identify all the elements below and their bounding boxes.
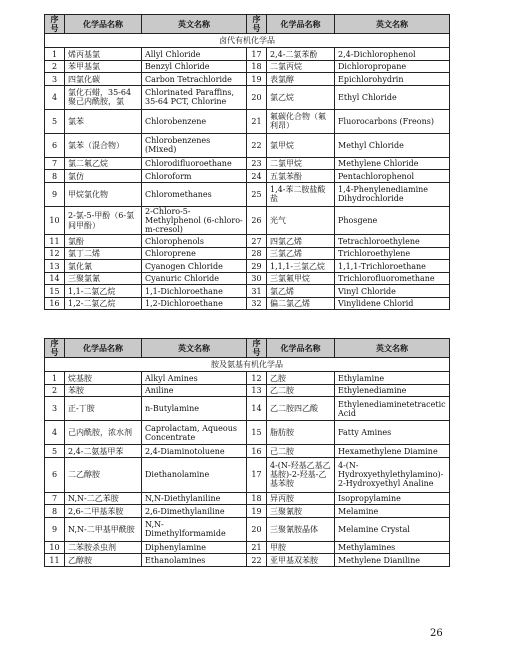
section-title: 胺及氨基有机化学品	[45, 358, 450, 372]
chemical-name-zh: 2,4-二氨基甲苯	[65, 445, 142, 458]
chemical-name-zh: 五氯苯酚	[267, 170, 335, 183]
chemical-name-en: Fluorocarbons (Freons)	[335, 109, 450, 133]
chemical-name-en: Ethyl Chloride	[335, 85, 450, 109]
row-index: 13	[247, 384, 267, 397]
chemical-name-zh: 己内酰胺，浓水剂	[65, 421, 142, 445]
chemical-name-en: Methylene Chloride	[335, 157, 450, 170]
row-index: 15	[45, 285, 65, 298]
chemical-name-zh: 氯二氟乙烷	[65, 157, 142, 170]
chemical-name-en: 1,1-Dichloroethane	[142, 285, 247, 298]
table-row	[45, 48, 450, 61]
table-row	[45, 505, 450, 518]
chemical-name-zh: 四氯乙烯	[267, 235, 335, 248]
page-number: 26	[430, 628, 443, 639]
chemical-name-zh: 三聚氰胺	[267, 505, 335, 518]
row-index: 22	[247, 133, 267, 157]
table-row	[45, 541, 450, 554]
chemical-name-zh: N,N-二甲基甲酰胺	[65, 517, 142, 541]
chemical-name-en: Phosgene	[335, 206, 450, 235]
chemical-name-en: Chlorobenzenes (Mixed)	[142, 133, 247, 157]
row-index: 5	[45, 109, 65, 133]
chemical-name-zh: 氯甲烷	[267, 133, 335, 157]
chemical-name-en: Caprolactam, Aqueous Concentrate	[142, 421, 247, 445]
table-header-row	[45, 339, 450, 358]
row-index: 4	[45, 85, 65, 109]
chemical-name-en: Chloromethanes	[142, 182, 247, 206]
row-index: 2	[45, 384, 65, 397]
section-title: 卤代有机化学品	[45, 34, 450, 48]
chemical-name-en: Alkyl Amines	[142, 372, 247, 385]
row-index: 28	[247, 247, 267, 260]
header-english-name: 英文名称	[142, 15, 247, 34]
row-index: 14	[247, 397, 267, 421]
chemical-name-en: 1,2-Dichloroethane	[142, 297, 247, 310]
chemical-name-zh: 甲烷氯化物	[65, 182, 142, 206]
row-index: 3	[45, 73, 65, 86]
chemical-name-zh: 四氯化碳	[65, 73, 142, 86]
chemical-name-en: Fatty Amines	[335, 421, 450, 445]
chemical-name-en: N,N-Dimethylformamide	[142, 517, 247, 541]
table-row	[45, 445, 450, 458]
chemical-name-en: Melamine	[335, 505, 450, 518]
header-chinese-name: 化学品名称	[267, 15, 335, 34]
chemical-name-zh: 乙醇胺	[65, 554, 142, 567]
chemical-name-zh: 三聚氯氰	[65, 272, 142, 285]
table-row	[45, 206, 450, 235]
chemical-name-zh: 乙二胺	[267, 384, 335, 397]
table-row	[45, 554, 450, 567]
chemical-name-zh: 1,4-苯二胺盐酸盐	[267, 182, 335, 206]
row-index: 9	[45, 517, 65, 541]
table-row	[45, 260, 450, 273]
chemical-name-zh: 甲胺	[267, 541, 335, 554]
row-index: 22	[247, 554, 267, 567]
chemical-name-zh: 乙二胺四乙酸	[267, 397, 335, 421]
chemical-name-en: Methyl Chloride	[335, 133, 450, 157]
header-english-name: 英文名称	[335, 15, 450, 34]
chemical-name-zh: 1,2-二氯乙烷	[65, 297, 142, 310]
chemical-name-zh: 苯胺	[65, 384, 142, 397]
row-index: 21	[247, 109, 267, 133]
chemical-name-en: Ethylamine	[335, 372, 450, 385]
chemical-name-en: Chloroform	[142, 170, 247, 183]
row-index: 29	[247, 260, 267, 273]
row-index: 8	[45, 170, 65, 183]
chemical-name-zh: 己二胺	[267, 445, 335, 458]
chemical-name-zh: 表氯醇	[267, 73, 335, 86]
chemical-name-en: Isopropylamine	[335, 492, 450, 505]
row-index: 2	[45, 60, 65, 73]
table-row	[45, 457, 450, 492]
row-index: 5	[45, 445, 65, 458]
header-english-name: 英文名称	[142, 339, 247, 358]
chemical-name-zh: N,N-二乙苯胺	[65, 492, 142, 505]
table-row	[45, 384, 450, 397]
chemical-name-en: Allyl Chloride	[142, 48, 247, 61]
table-row	[45, 247, 450, 260]
row-index: 3	[45, 397, 65, 421]
table-row	[45, 73, 450, 86]
table-header-row	[45, 15, 450, 34]
chemical-name-zh: 正-丁胺	[65, 397, 142, 421]
row-index: 17	[247, 48, 267, 61]
table-row	[45, 85, 450, 109]
row-index: 20	[247, 85, 267, 109]
table-row	[45, 372, 450, 385]
chemical-name-zh: 二苯胺杀虫剂	[65, 541, 142, 554]
chemical-name-zh: 氯乙烷	[267, 85, 335, 109]
header-index: 序号	[45, 339, 65, 358]
header-chinese-name: 化学品名称	[65, 15, 142, 34]
row-index: 16	[247, 445, 267, 458]
row-index: 19	[247, 505, 267, 518]
chemical-name-zh: 氟碳化合物（氟利昂）	[267, 109, 335, 133]
chemical-name-en: 1,4-Phenylenediamine Dihydrochloride	[335, 182, 450, 206]
row-index: 7	[45, 157, 65, 170]
row-index: 19	[247, 73, 267, 86]
chemical-name-zh: 异丙胺	[267, 492, 335, 505]
row-index: 9	[45, 182, 65, 206]
header-chinese-name: 化学品名称	[267, 339, 335, 358]
chemical-name-en: Chloroprene	[142, 247, 247, 260]
chemical-name-en: Ethylenediaminetetracetic Acid	[335, 397, 450, 421]
chemical-name-en: Dichloropropane	[335, 60, 450, 73]
header-chinese-name: 化学品名称	[65, 339, 142, 358]
chemical-name-zh: 光气	[267, 206, 335, 235]
row-index: 14	[45, 272, 65, 285]
row-index: 11	[45, 235, 65, 248]
section-row	[45, 34, 450, 48]
table-row	[45, 60, 450, 73]
chemical-name-en: Hexamethylene Diamine	[335, 445, 450, 458]
chemical-name-zh: 1,1,1-三氯乙烷	[267, 260, 335, 273]
chemical-name-en: Trichloroethylene	[335, 247, 450, 260]
row-index: 32	[247, 297, 267, 310]
table-row	[45, 170, 450, 183]
row-index: 6	[45, 457, 65, 492]
chemical-name-en: N,N-Diethylaniline	[142, 492, 247, 505]
chemical-name-zh: 脂肪胺	[267, 421, 335, 445]
row-index: 13	[45, 260, 65, 273]
row-index: 18	[247, 60, 267, 73]
chemical-name-en: Cyanuric Chloride	[142, 272, 247, 285]
table-row	[45, 272, 450, 285]
row-index: 23	[247, 157, 267, 170]
chemical-name-en: Diphenylamine	[142, 541, 247, 554]
halogenated-chemicals-table	[44, 14, 450, 310]
chemical-name-en: Cyanogen Chloride	[142, 260, 247, 273]
chemical-name-zh: 三氯氟甲烷	[267, 272, 335, 285]
row-index: 7	[45, 492, 65, 505]
row-index: 8	[45, 505, 65, 518]
table-row	[45, 157, 450, 170]
chemical-name-zh: 烯丙基氯	[65, 48, 142, 61]
row-index: 18	[247, 492, 267, 505]
table-row	[45, 182, 450, 206]
amine-chemicals-table	[44, 338, 450, 567]
chemical-name-zh: 氯酚	[65, 235, 142, 248]
row-index: 16	[45, 297, 65, 310]
table-row	[45, 397, 450, 421]
chemical-name-en: Chlorinated Paraffins, 35-64 PCT, Chlorine	[142, 85, 247, 109]
row-index: 27	[247, 235, 267, 248]
row-index: 4	[45, 421, 65, 445]
table-row	[45, 109, 450, 133]
chemical-name-en: Chlorodifluoroethane	[142, 157, 247, 170]
chemical-name-en: Chlorophenols	[142, 235, 247, 248]
row-index: 6	[45, 133, 65, 157]
chemical-name-en: Methylamines	[335, 541, 450, 554]
chemical-name-zh: 乙胺	[267, 372, 335, 385]
table-row	[45, 285, 450, 298]
chemical-name-en: Aniline	[142, 384, 247, 397]
row-index: 15	[247, 421, 267, 445]
table-row	[45, 421, 450, 445]
chemical-name-en: 4-(N-Hydroxyethylethylamino)-2-Hydroxyethyl Analine	[335, 457, 450, 492]
header-index: 序号	[247, 15, 267, 34]
header-english-name: 英文名称	[335, 339, 450, 358]
row-index: 1	[45, 48, 65, 61]
chemical-name-zh: 氯仿	[65, 170, 142, 183]
chemical-name-en: Tetrachloroethylene	[335, 235, 450, 248]
row-index: 10	[45, 541, 65, 554]
chemical-name-en: Vinylidene Chlorid	[335, 297, 450, 310]
chemical-name-en: 2-Chloro-5-Methylphenol (6-chloro-m-cresol)	[142, 206, 247, 235]
row-index: 12	[45, 247, 65, 260]
row-index: 17	[247, 457, 267, 492]
header-index: 序号	[45, 15, 65, 34]
row-index: 11	[45, 554, 65, 567]
chemical-name-zh: 2-氯-5-甲酚（6-氯间甲酚）	[65, 206, 142, 235]
chemical-name-zh: 2,6-二甲基苯胺	[65, 505, 142, 518]
table-row	[45, 492, 450, 505]
chemical-name-en: Ethylenediamine	[335, 384, 450, 397]
header-index: 序号	[247, 339, 267, 358]
chemical-name-zh: 二氯丙烷	[267, 60, 335, 73]
chemical-name-zh: 2,4-二氯苯酚	[267, 48, 335, 61]
chemical-name-zh: 亚甲基双苯胺	[267, 554, 335, 567]
chemical-name-zh: 三聚氰胺晶体	[267, 517, 335, 541]
chemical-name-en: Melamine Crystal	[335, 517, 450, 541]
table-row	[45, 133, 450, 157]
chemical-name-en: 2,4-Diaminotoluene	[142, 445, 247, 458]
chemical-name-en: Benzyl Chloride	[142, 60, 247, 73]
chemical-name-zh: 二乙醇胺	[65, 457, 142, 492]
row-index: 25	[247, 182, 267, 206]
chemical-name-en: Ethanolamines	[142, 554, 247, 567]
chemical-name-en: 1,1,1-Trichloroethane	[335, 260, 450, 273]
row-index: 31	[247, 285, 267, 298]
chemical-name-en: Methylene Dianiline	[335, 554, 450, 567]
chemical-name-zh: 1,1-二氯乙烷	[65, 285, 142, 298]
chemical-name-zh: 氯苯	[65, 109, 142, 133]
row-index: 26	[247, 206, 267, 235]
chemical-name-zh: 偏二氯乙烯	[267, 297, 335, 310]
chemical-name-zh: 4-(N-羟基乙基乙基胺)-2-羟基-乙基苯胺	[267, 457, 335, 492]
chemical-name-zh: 氯化石蜡，35-64聚己内酰胺，氯	[65, 85, 142, 109]
chemical-name-en: Epichlorohydrin	[335, 73, 450, 86]
row-index: 21	[247, 541, 267, 554]
chemical-name-en: Diethanolamine	[142, 457, 247, 492]
chemical-name-zh: 三氯乙烯	[267, 247, 335, 260]
chemical-name-zh: 氯丁二烯	[65, 247, 142, 260]
chemical-name-en: Pentachlorophenol	[335, 170, 450, 183]
chemical-name-zh: 氯化氰	[65, 260, 142, 273]
chemical-name-en: Chlorobenzene	[142, 109, 247, 133]
chemical-name-en: n-Butylamine	[142, 397, 247, 421]
chemical-name-zh: 烷基胺	[65, 372, 142, 385]
section-row	[45, 358, 450, 372]
table-row	[45, 297, 450, 310]
row-index: 12	[247, 372, 267, 385]
row-index: 24	[247, 170, 267, 183]
chemical-name-en: Vinyl Chloride	[335, 285, 450, 298]
row-index: 1	[45, 372, 65, 385]
chemical-name-en: 2,4-Dichlorophenol	[335, 48, 450, 61]
table-row	[45, 517, 450, 541]
chemical-name-zh: 苯甲基氯	[65, 60, 142, 73]
chemical-name-zh: 氯乙烯	[267, 285, 335, 298]
chemical-name-en: 2,6-Dimethylaniline	[142, 505, 247, 518]
row-index: 20	[247, 517, 267, 541]
table-row	[45, 235, 450, 248]
chemical-name-zh: 氯苯（混合物）	[65, 133, 142, 157]
chemical-name-en: Trichlorofluoromethane	[335, 272, 450, 285]
row-index: 30	[247, 272, 267, 285]
chemical-name-zh: 二氯甲烷	[267, 157, 335, 170]
row-index: 10	[45, 206, 65, 235]
chemical-name-en: Carbon Tetrachloride	[142, 73, 247, 86]
